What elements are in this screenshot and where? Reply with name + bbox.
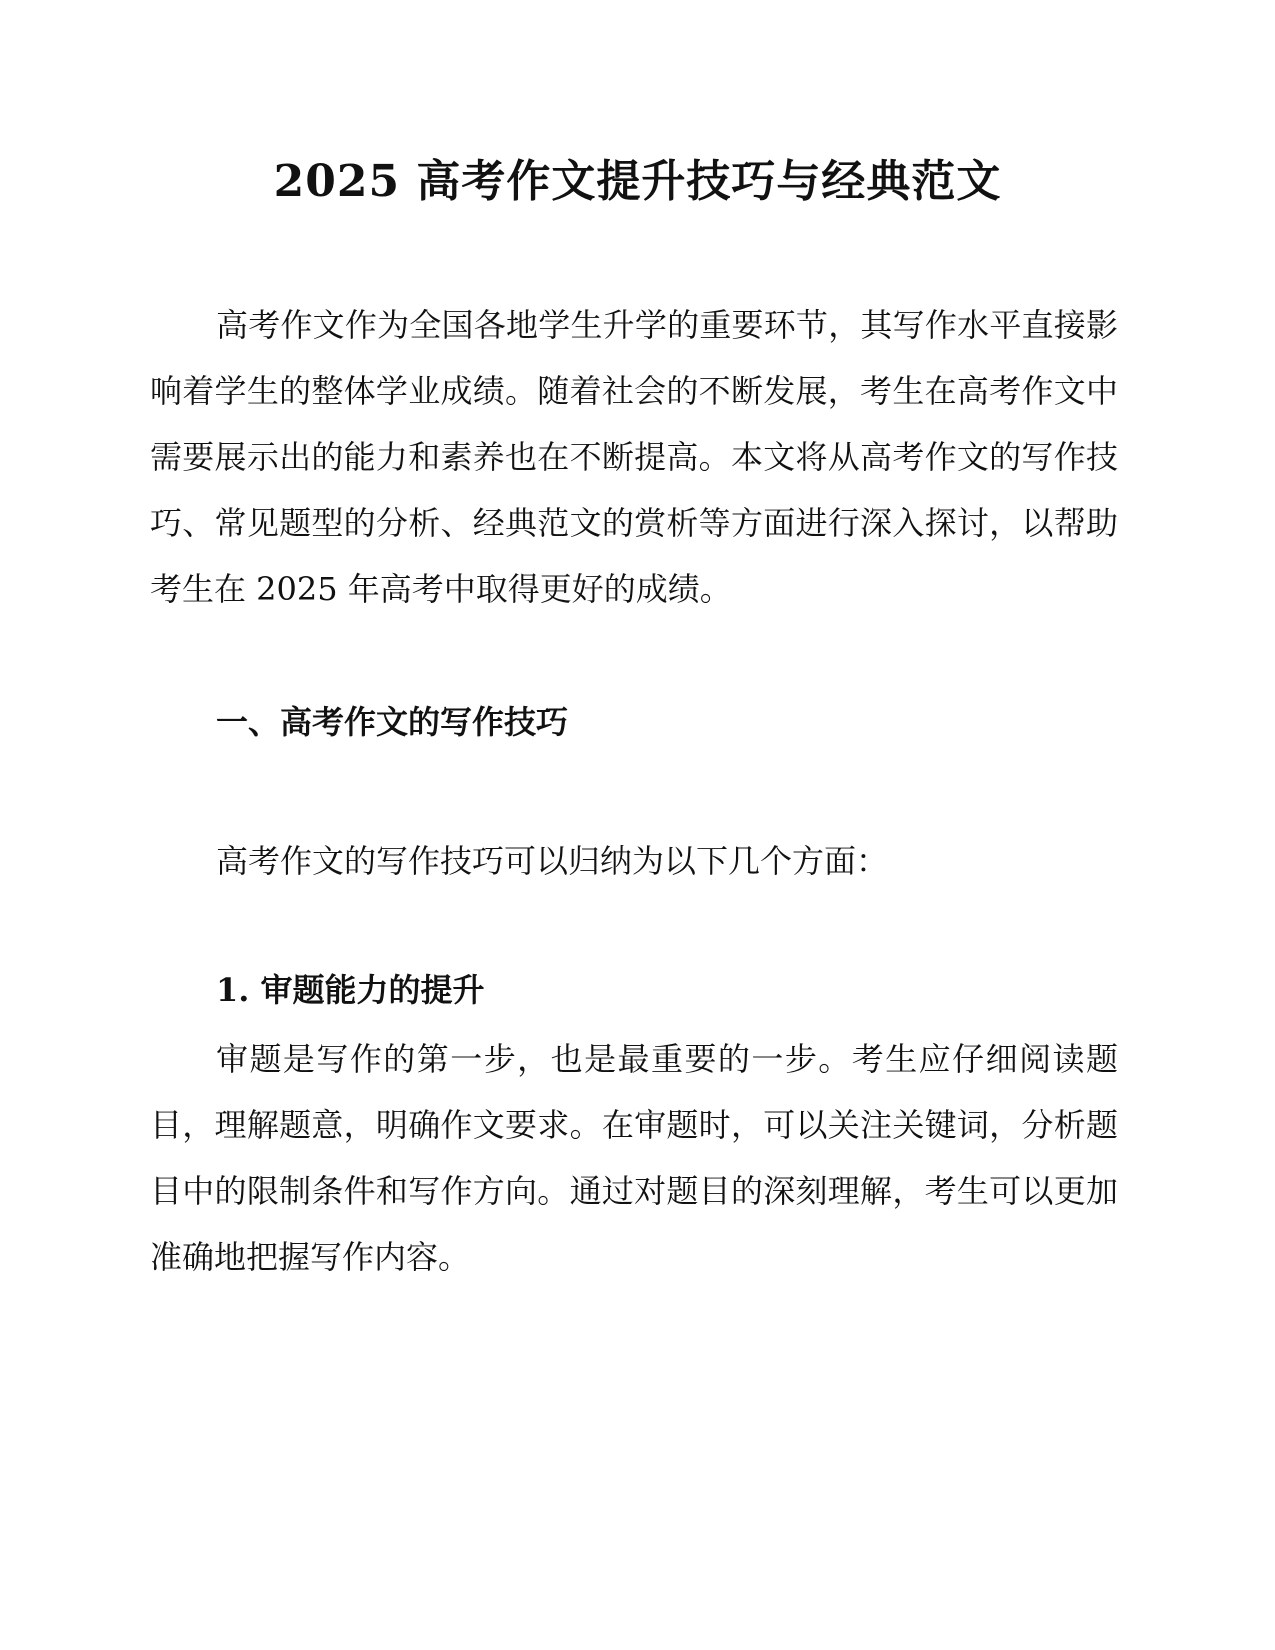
subsection-body-paragraph: 审题是写作的第一步，也是最重要的一步。考生应仔细阅读题目，理解题意，明确作文要求。在审题时，可以关注关键词，分析题目中的限制条件和写作方向。通过对题目的深刻理解，考生可以更加准确地把握写作内容。 xyxy=(150,1040,1118,1276)
section-lead-paragraph: 高考作文的写作技巧可以归纳为以下几个方面： xyxy=(216,842,889,880)
subsection-heading: 1. 审题能力的提升 xyxy=(216,971,485,1009)
document-title: 2025 高考作文提升技巧与经典范文 xyxy=(273,156,1002,207)
section-heading: 一、高考作文的写作技巧 xyxy=(216,703,569,741)
intro-paragraph: 高考作文作为全国各地学生升学的重要环节，其写作水平直接影响着学生的整体学业成绩。随着社会的不断发展，考生在高考作文中需要展示出的能力和素养也在不断提高。本文将从高考作文的写作技巧、常见题型的分析、经典范文的赏析等方面进行深入探讨，以帮助考生在 2025 年高考中取得更好的成绩。 xyxy=(150,306,1118,608)
